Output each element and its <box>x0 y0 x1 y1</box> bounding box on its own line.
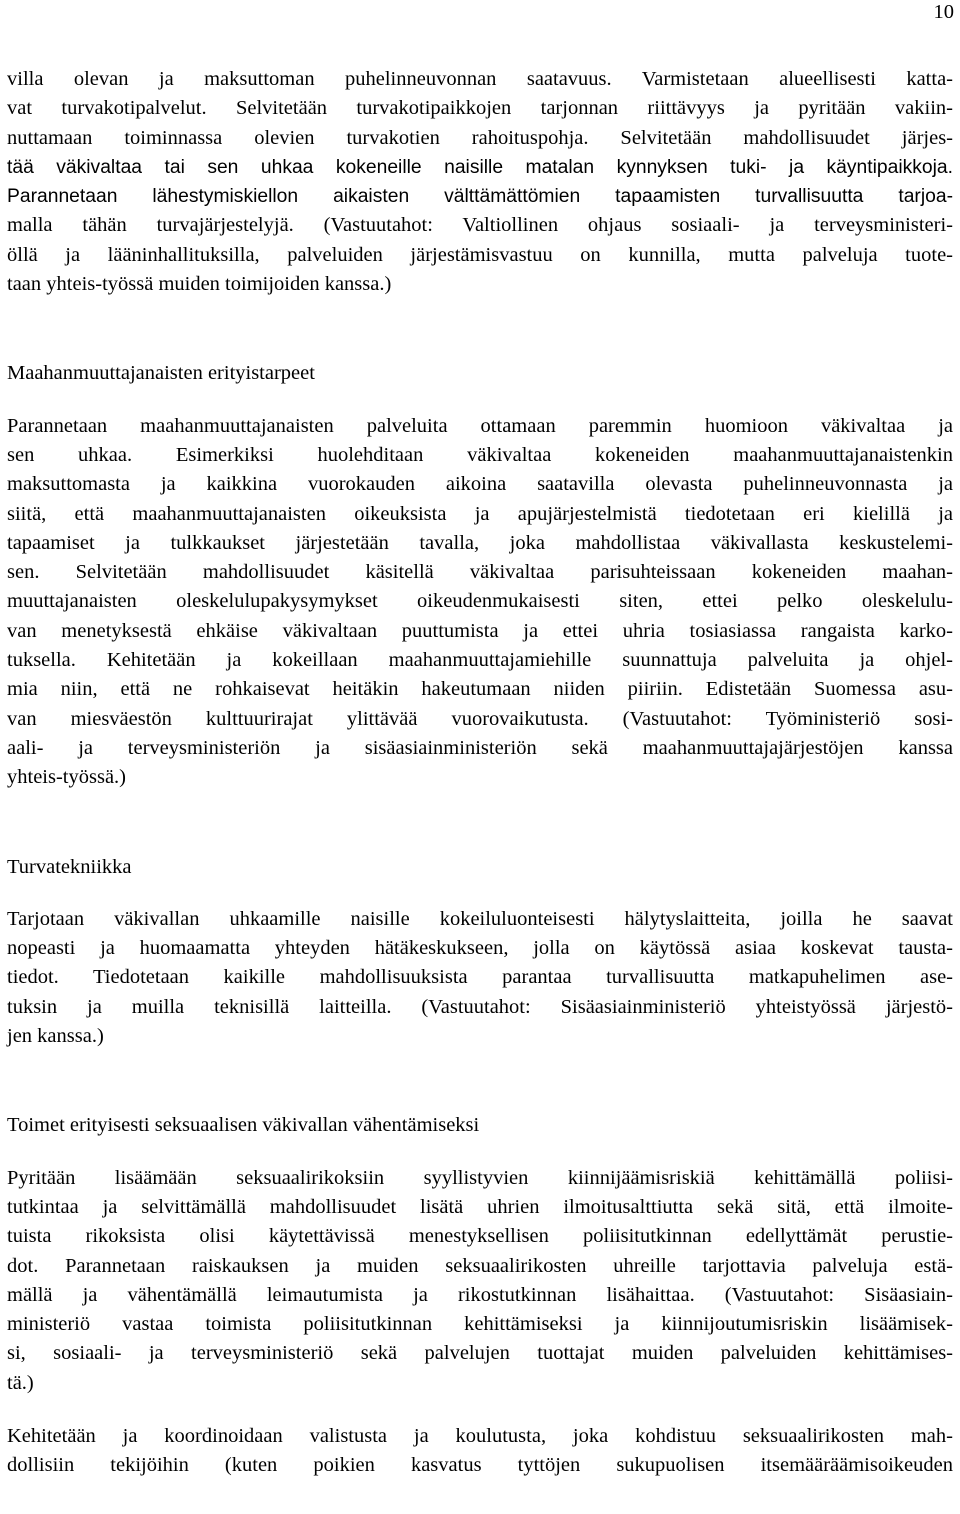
text-line: vat turvakotipalvelut. Selvitetään turvakotipaikkojen tarjonnan riittävyys ja pyritään vakiin- <box>7 97 953 120</box>
text-line: Kehitetään ja koordinoidaan valistusta ja koulutusta, joka kohdistuu seksuaalirikosten mah- <box>7 1424 953 1447</box>
document-section <box>7 299 953 792</box>
text-line: malla tähän turvajärjestelyjä. (Vastuutahot: Valtiollinen ohjaus sosiaali- ja terveysministeri- <box>7 214 953 237</box>
text-line: muuttajanaisten oleskelulupakysymykset oikeudenmukaisesti siten, ettei pelko oleskelulu- <box>7 590 953 613</box>
text-line: tuksella. Kehitetään ja kokeillaan maahanmuuttajamiehille suunnattuja palveluita ja ohjel- <box>7 649 953 672</box>
text-line: Pyritään lisäämään seksuaalirikoksiin syyllistyvien kiinnijäämisriskiä kehittämällä poliisi- <box>7 1166 953 1189</box>
paragraph <box>7 1422 953 1481</box>
section-heading: Maahanmuuttajanaisten erityistarpeet <box>7 362 315 385</box>
page-number: 10 <box>933 1 954 23</box>
text-line: van menetyksestä ehkäise väkivaltaan puuttumista ja ettei uhria tosiasiassa rangaista karko- <box>7 619 953 642</box>
text-line: tuista rikoksista olisi käytettävissä menestyksellisen poliisitutkinnan edellyttämät perustie- <box>7 1225 953 1248</box>
text-line: yhteis-työssä.) <box>7 766 126 789</box>
text-line: tiedot. Tiedotetaan kaikille mahdollisuuksista parantaa turvallisuutta matkapuhelimen ase- <box>7 966 953 989</box>
text-line: Parannetaan lähestymiskiellon aikaisten välttämättömien tapaamisten turvallisuutta tarjoa- <box>7 186 953 208</box>
text-line: taan yhteis-työssä muiden toimijoiden kanssa.) <box>7 273 392 296</box>
document-body <box>7 65 953 1481</box>
section-heading: Turvatekniikka <box>7 855 132 878</box>
text-line: Tarjotaan väkivallan uhkaamille naisille kokeiluluonteisesti hälytyslaitteita, joilla he saavat <box>7 907 953 930</box>
document-section <box>7 1051 953 1480</box>
paragraph <box>7 905 953 1051</box>
text-line: siitä, että maahanmuuttajanaisten oikeuksista ja apujärjestelmistä tiedotetaan eri kielillä ja <box>7 502 953 525</box>
text-line: tutkintaa ja selvittämällä mahdollisuudet lisätä uhrien ilmoitusalttiutta sekä sitä, että ilmoite- <box>7 1195 953 1218</box>
text-line: maksuttomasta ja kaikkina vuorokauden aikoina saatavilla olevasta puhelinneuvonnasta ja <box>7 473 953 496</box>
text-line: si, sosiaali- ja terveysministeriö sekä palvelujen tuottajat muiden palveluiden kehittämises- <box>7 1342 953 1365</box>
text-line: mällä ja vähentämällä leimautumista ja rikostutkinnan lisähaittaa. (Vastuutahot: Sisäasiain- <box>7 1283 953 1306</box>
text-line: van miesväestön kulttuurirajat ylittävää vuorovaikutusta. (Vastuutahot: Työministeriö sosi- <box>7 707 953 730</box>
text-line: öllä ja lääninhallituksilla, palveluiden järjestämisvastuu on kunnilla, mutta palveluja tuote- <box>7 243 953 266</box>
document-section <box>7 65 953 299</box>
paragraph <box>7 65 953 299</box>
text-line: tapaamiset ja tulkkaukset järjestetään tavalla, joka mahdollistaa väkivallasta keskustelemi- <box>7 531 953 554</box>
text-line: tuksin ja muilla teknisillä laitteilla. (Vastuutahot: Sisäasiainministeriö yhteistyössä järjestö- <box>7 995 953 1018</box>
section-heading: Toimet erityisesti seksuaalisen väkivallan vähentämiseksi <box>7 1114 480 1137</box>
text-line: villa olevan ja maksuttoman puhelinneuvonnan saatavuus. Varmistetaan alueellisesti katta- <box>7 68 953 90</box>
text-line: tä.) <box>7 1371 34 1394</box>
text-line: sen. Selvitetään mahdollisuudet käsitellä väkivaltaa parisuhteissaan kokeneiden maahan- <box>7 561 953 584</box>
text-line: sen uhkaa. Esimerkiksi huolehditaan väkivaltaa kokeneiden maahanmuuttajanaistenkin <box>7 443 953 466</box>
document-section <box>7 793 953 1052</box>
text-line: mia niin, että ne rohkaisevat heitäkin hakeutumaan niiden piiriin. Edistetään Suomessa asu- <box>7 678 953 701</box>
paragraph <box>7 412 953 793</box>
text-line: dollisiin tekijöihin (kuten poikien kasvatus tyttöjen sukupuolisen itsemääräämisoikeuden <box>7 1454 953 1477</box>
text-line: aali- ja terveysministeriön ja sisäasiainministeriön sekä maahanmuuttajajärjestöjen kanssa <box>7 736 953 759</box>
text-line: ministeriö vastaa toimista poliisitutkinnan kehittämiseksi ja kiinnijoutumisriskin lisäämisek- <box>7 1313 953 1336</box>
text-line: Parannetaan maahanmuuttajanaisten palveluita ottamaan paremmin huomioon väkivaltaa ja <box>7 414 953 437</box>
text-line: tää väkivaltaa tai sen uhkaa kokeneille naisille matalan kynnyksen tuki- ja käyntipaikkoja. <box>7 156 953 178</box>
paragraph <box>7 1164 953 1398</box>
text-line: nuttamaan toiminnassa olevien turvakotien rahoituspohja. Selvitetään mahdollisuudet järjes- <box>7 126 953 149</box>
text-line: nopeasti ja huomaamatta yhteyden hätäkeskukseen, jolla on käytössä asiaa koskevat tausta- <box>7 937 953 960</box>
text-line: dot. Parannetaan raiskauksen ja muiden seksuaalirikosten uhreille tarjottavia palveluja estä- <box>7 1254 953 1277</box>
text-line: jen kanssa.) <box>7 1025 104 1048</box>
